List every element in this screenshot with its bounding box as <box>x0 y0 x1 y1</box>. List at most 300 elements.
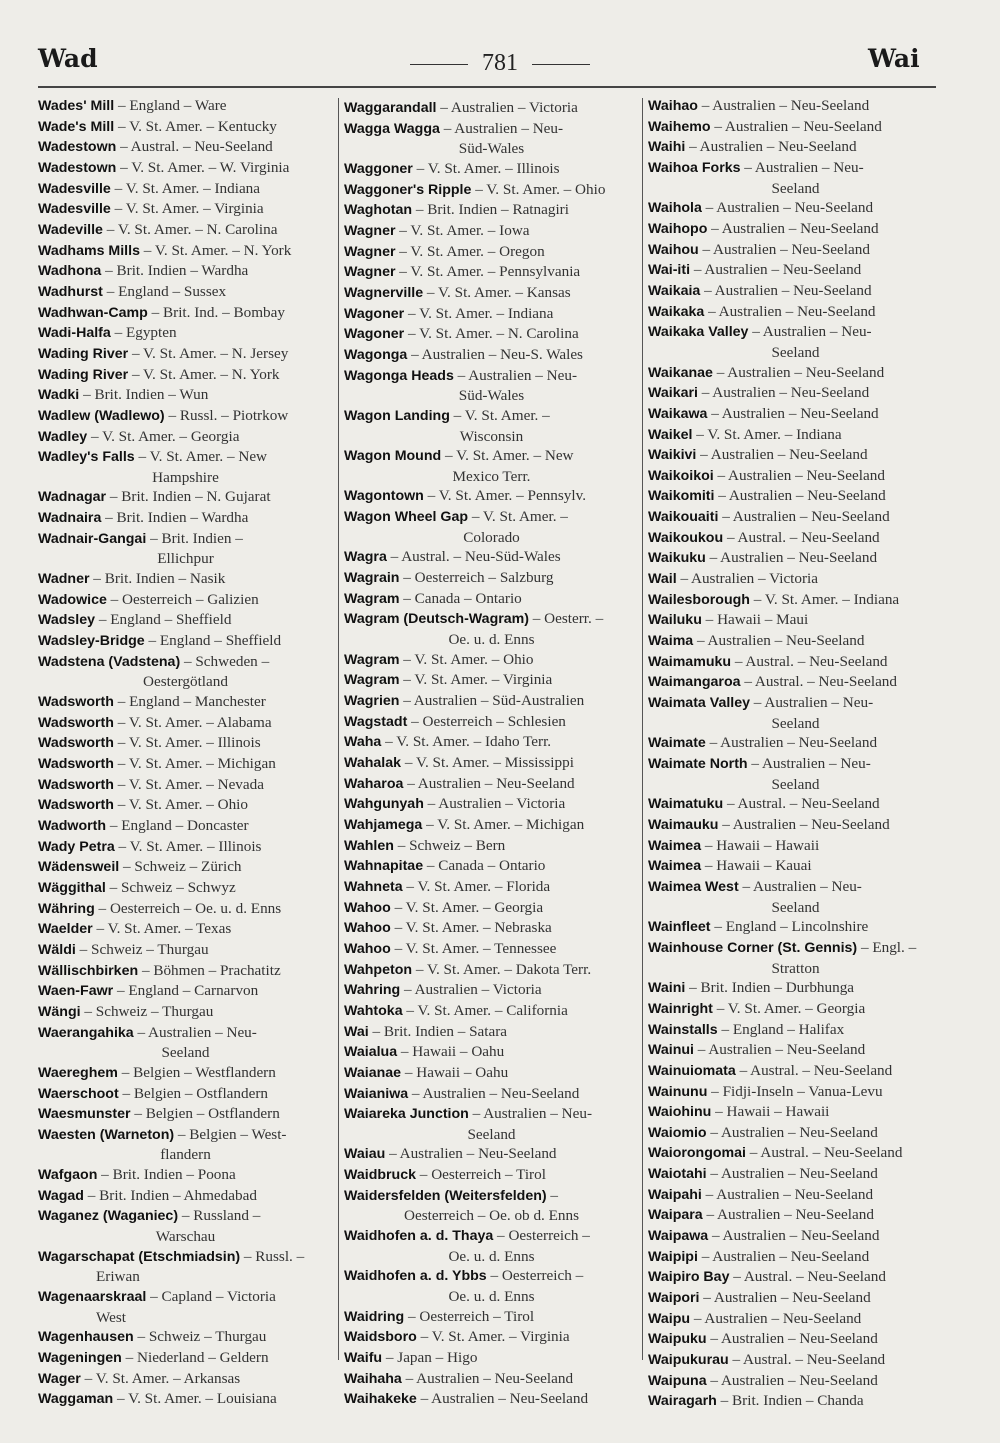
entry-location: – Brit. Indien – Wardha <box>101 509 249 527</box>
gazetteer-entry <box>344 324 639 345</box>
entry-location: – Oesterreich – Oe. u. d. Enns <box>94 899 282 917</box>
gazetteer-entry <box>648 1164 943 1185</box>
gazetteer-entry <box>648 856 943 877</box>
gazetteer-entry <box>38 733 333 754</box>
entry-headword: Wahalak <box>344 755 402 771</box>
entry-headword: Waesmunster <box>38 1106 131 1123</box>
entry-location: – Australien – Neu-Seeland <box>701 1185 874 1203</box>
gazetteer-entry <box>344 589 639 610</box>
gazetteer-entry <box>38 1165 333 1186</box>
gazetteer-entry <box>38 303 333 324</box>
entry-headword: Waihao <box>648 98 698 114</box>
entry-headword: Waipuku <box>648 1331 707 1348</box>
gazetteer-entry <box>344 670 639 691</box>
entry-headword: Waidring <box>344 1308 405 1325</box>
entry-location: – V. St. Amer. – Michigan <box>113 755 276 772</box>
gazetteer-entry <box>344 918 639 939</box>
gazetteer-entry <box>38 344 333 365</box>
entry-continuation: Eriwan <box>96 1268 140 1286</box>
gazetteer-entry <box>344 200 639 221</box>
entry-headword: Waipu <box>648 1310 691 1327</box>
entry-headword: Waggoner's Ripple <box>344 181 472 198</box>
entry-location: – Brit. Indien – Wun <box>79 386 209 404</box>
entry-headword: Wadesville <box>38 201 111 218</box>
entry-location: – England – Ware <box>114 97 227 114</box>
gazetteer-entry <box>648 631 943 652</box>
entry-location: – Russl. – <box>240 1247 305 1265</box>
entry-headword: Wadley's Falls <box>38 449 135 466</box>
header-rule-right <box>532 64 590 65</box>
entry-headword: Wahjamega <box>344 816 423 833</box>
entry-headword: Waimea <box>648 858 702 875</box>
gazetteer-entry <box>38 692 333 713</box>
entry-headword: Wainuiomata <box>648 1062 736 1079</box>
gazetteer-entry <box>38 713 333 734</box>
entry-location: – Austral. – Neu-Seeland <box>116 138 273 156</box>
gazetteer-entry <box>38 981 333 1002</box>
entry-location: – V. St. Amer. – Virginia <box>110 200 264 218</box>
gazetteer-entry <box>648 404 943 425</box>
gazetteer-entry <box>344 898 639 919</box>
entry-location: – Schweiz – Thurgau <box>133 1328 267 1346</box>
gazetteer-entry <box>648 240 943 261</box>
gazetteer-entry <box>648 978 943 999</box>
entry-headword: Wadley <box>38 428 88 445</box>
entry-headword: Wagarschapat (Etschmiadsin) <box>38 1248 241 1265</box>
entry-headword: Waihou <box>648 241 699 258</box>
entry-headword: Waiomio <box>648 1124 707 1141</box>
entry-headword: Waerangahika <box>38 1024 134 1041</box>
gazetteer-entry <box>648 425 943 446</box>
entry-continuation: flandern <box>160 1146 211 1164</box>
entry-location: – England – Sussex <box>102 282 227 300</box>
gazetteer-entry <box>344 180 639 201</box>
entry-location: – England – Sheffield <box>144 632 282 650</box>
entry-location: – V. St. Amer. – Alabama <box>113 713 272 731</box>
entry-continuation: Stratton <box>771 959 820 977</box>
gazetteer-entry <box>38 610 333 631</box>
entry-headword: Waiorongomai <box>648 1145 746 1162</box>
gazetteer-entry <box>38 961 333 982</box>
gazetteer-entry <box>648 117 943 138</box>
entry-headword: Wagner <box>344 243 396 260</box>
entry-location: – Schweden – <box>180 652 270 670</box>
entry-headword: Waiareka Junction <box>344 1106 469 1123</box>
entry-headword: Wahoo <box>344 899 391 916</box>
entry-headword: Waikoukou <box>648 529 724 546</box>
entry-headword: Waen-Fawr <box>38 983 114 1000</box>
entry-headword: Wageningen <box>38 1350 122 1367</box>
entry-location: – Schweiz – Thurgau <box>75 940 209 958</box>
entry-location: – Oesterreich – Schlesien <box>407 712 566 730</box>
gazetteer-entry <box>344 1327 639 1348</box>
entry-location: – Schweiz – Bern <box>393 836 506 854</box>
entry-headword: Wäldi <box>38 941 76 958</box>
gazetteer-entry <box>344 1389 639 1410</box>
entry-headword: Wainhouse Corner (St. Gennis) <box>648 939 858 956</box>
entry-continuation: Oe. u. d. Enns <box>448 1288 535 1306</box>
entry-continuation: Hampshire <box>152 468 219 486</box>
gazetteer-entry <box>344 507 639 547</box>
gazetteer-entry <box>38 1327 333 1348</box>
page-number: 781 <box>482 50 518 76</box>
entry-headword: Wagoner <box>344 326 405 343</box>
gazetteer-entry <box>648 999 943 1020</box>
gazetteer-entry <box>344 1084 639 1105</box>
gazetteer-entry <box>648 383 943 404</box>
gazetteer-entry <box>38 1206 333 1246</box>
entry-location: – Oesterreich – Salzburg <box>399 569 554 587</box>
entry-location: – Oesterreich – Tirol <box>404 1307 535 1325</box>
entry-location: – Russl. – Piotrkow <box>164 406 289 424</box>
gazetteer-entry <box>344 304 639 325</box>
entry-location: – V. St. Amer. – Illinois <box>412 159 560 177</box>
entry-headword: Wailuku <box>648 612 702 629</box>
entry-location: – Austral. – Neu-Seeland <box>740 673 897 691</box>
entry-location: – Australien – Neu-Seeland <box>403 774 575 792</box>
header-rule <box>38 86 936 88</box>
entry-headword: Wagner <box>344 264 396 281</box>
entry-headword: Waimangaroa <box>648 674 741 691</box>
entry-location: – Engl. – <box>857 938 917 956</box>
entry-headword: Wadowice <box>38 591 107 608</box>
gazetteer-entry <box>38 837 333 858</box>
entry-location: – Brit. Indien – N. Gujarat <box>106 488 271 506</box>
gazetteer-entry <box>38 1002 333 1023</box>
entry-continuation: Seeland <box>771 898 820 916</box>
entry-location: – V. St. Amer. – California <box>402 1001 568 1019</box>
gazetteer-entry <box>344 159 639 180</box>
gazetteer-entry <box>38 775 333 796</box>
entry-headword: Waimea West <box>648 878 739 895</box>
gazetteer-entry <box>648 507 943 528</box>
entry-headword: Wager <box>38 1370 81 1387</box>
entry-headword: Waerschoot <box>38 1085 119 1102</box>
entry-headword: Wade's Mill <box>38 118 115 135</box>
entry-location: – Oesterreich – Tirol <box>416 1166 546 1184</box>
entry-location: – Australien – Neu- <box>740 158 864 176</box>
entry-location: – Brit. Indien – Chanda <box>716 1392 864 1410</box>
entry-headword: Wainunu <box>648 1083 708 1100</box>
entry-continuation: Seeland <box>771 179 820 197</box>
gazetteer-entry <box>38 857 333 878</box>
entry-headword: Wai <box>344 1023 369 1040</box>
entry-location: – Schweiz – Schwyz <box>105 878 236 896</box>
entry-location: – V. St. Amer. – N. York <box>128 365 280 383</box>
entry-location: – England – Sheffield <box>95 611 232 629</box>
entry-location: – Austral. – Neu-Seeland <box>731 652 888 670</box>
entry-location: – Australien – Neu-Seeland <box>718 815 890 833</box>
gazetteer-entry <box>38 179 333 200</box>
entry-location: – V. St. Amer. – <box>449 406 550 424</box>
entry-location: – Austral. – Neu-Seeland <box>735 1061 893 1079</box>
entry-location: – V. St. Amer. – Louisiana <box>113 1390 277 1408</box>
entry-location: – Australien – Neu-Seeland <box>408 1084 580 1102</box>
entry-headword: Wades' Mill <box>38 98 115 114</box>
entry-headword: Waianae <box>344 1064 402 1081</box>
running-head-right: Wai <box>868 44 920 73</box>
gazetteer-entry <box>38 1063 333 1084</box>
entry-continuation: West <box>96 1308 126 1326</box>
entry-continuation: Süd-Wales <box>458 140 525 158</box>
entry-headword: Waganez (Waganiec) <box>38 1208 179 1225</box>
entry-location: – V. St. Amer. – Illinois <box>113 734 261 752</box>
entry-headword: Waimate North <box>648 756 748 772</box>
entry-headword: Waipipi <box>648 1248 698 1265</box>
entry-headword: Wadhwan-Camp <box>38 304 148 321</box>
entry-headword: Wainui <box>648 1042 694 1059</box>
gazetteer-entry <box>344 242 639 263</box>
gazetteer-entry <box>344 1144 639 1165</box>
gazetteer-entry <box>648 281 943 302</box>
entry-headword: Wagon Wheel Gap <box>344 509 469 526</box>
gazetteer-entry <box>38 282 333 303</box>
entry-location: – Hawaii – Maui <box>701 611 809 629</box>
entry-location: – V. St. Amer. – Virginia <box>416 1328 570 1346</box>
gazetteer-entry <box>648 1020 943 1041</box>
entry-location: – <box>546 1186 558 1204</box>
entry-location: – Australien – Neu- <box>738 877 862 895</box>
entry-headword: Waimata Valley <box>648 695 750 712</box>
entry-location: – V. St. Amer. – Florida <box>402 877 551 895</box>
entry-headword: Währing <box>38 900 95 917</box>
entry-headword: Waiau <box>344 1146 386 1163</box>
entry-location: – V. St. Amer. – Nebraska <box>390 919 552 937</box>
gazetteer-entry <box>38 631 333 652</box>
gazetteer-entry <box>38 1104 333 1125</box>
entry-location: – V. St. Amer. – Oregon <box>395 242 545 260</box>
gazetteer-entry <box>648 610 943 631</box>
entry-location: – Australien – Neu- <box>468 1105 593 1123</box>
gazetteer-entry <box>648 158 943 198</box>
gazetteer-entry <box>38 1023 333 1063</box>
entry-location: – Hawaii – Hawaii <box>711 1103 830 1121</box>
entry-location: – Brit. Ind. – Bombay <box>147 303 285 321</box>
entry-headword: Waialua <box>344 1044 398 1061</box>
entry-location: – V. St. Amer. – N. Jersey <box>128 344 289 362</box>
entry-headword: Waipori <box>648 1290 700 1307</box>
entry-location: – Australien – Neu-Seeland <box>704 302 876 320</box>
entry-location: – Australien – Neu-Seeland <box>693 632 865 650</box>
entry-location: – V. St. Amer. – Nevada <box>113 775 264 793</box>
gazetteer-entry <box>648 219 943 240</box>
entry-headword: Wady Petra <box>38 838 115 855</box>
entry-location: – Brit. Indien – Wardha <box>101 262 249 280</box>
entry-headword: Wadesville <box>38 180 111 197</box>
entry-location: – Australien – Neu-Seeland <box>707 404 879 422</box>
entry-location: – Brit. Indien – Nasik <box>89 570 226 588</box>
entry-headword: Wahgunyah <box>344 796 424 813</box>
entry-location: – England – Lincolnshire <box>710 918 869 936</box>
entry-location: – Böhmen – Prachatitz <box>138 961 281 979</box>
entry-location: – Australien – Neu- <box>453 366 578 384</box>
entry-headword: Waidsboro <box>344 1329 417 1346</box>
entry-location: – Australien – Neu- <box>748 323 872 341</box>
entry-headword: Waianiwa <box>344 1085 409 1102</box>
entry-location: – Brit. Indien – Satara <box>368 1022 508 1040</box>
header-rule-left <box>410 64 468 65</box>
gazetteer-entry <box>344 877 639 898</box>
gazetteer-entry <box>648 548 943 569</box>
entry-location: – Capland – Victoria <box>146 1288 276 1306</box>
entry-location: – Australien – Neu-Seeland <box>696 446 868 464</box>
gazetteer-entry <box>344 1369 639 1390</box>
entry-location: – England – Carnarvon <box>113 982 259 1000</box>
entry-location: – V. St. Amer. – New <box>134 448 268 466</box>
entry-headword: Waereghem <box>38 1064 118 1081</box>
running-head-left: Wad <box>38 44 98 73</box>
entry-location: – Australien – Neu-Seeland <box>693 1041 866 1059</box>
entry-headword: Waha <box>344 734 382 751</box>
entry-headword: Waimea <box>648 837 702 854</box>
gazetteer-entry <box>344 1063 639 1084</box>
gazetteer-entry <box>648 1350 943 1371</box>
gazetteer-entry <box>344 650 639 671</box>
gazetteer-entry <box>38 117 333 138</box>
entry-headword: Wagad <box>38 1187 84 1204</box>
entry-headword: Wading River <box>38 366 129 383</box>
gazetteer-entry <box>38 447 333 487</box>
gazetteer-entry <box>648 1143 943 1164</box>
entry-headword: Wadworth <box>38 817 107 834</box>
entry-headword: Waimamuku <box>648 653 732 670</box>
entry-headword: Wadsworth <box>38 735 114 752</box>
entry-location: – Australien – Neu- <box>439 119 564 137</box>
gazetteer-entry <box>344 1186 639 1226</box>
entry-location: – Australien – Neu-S. Wales <box>407 345 583 363</box>
gazetteer-entry <box>344 960 639 981</box>
entry-headword: Waidersfelden (Weitersfelden) <box>344 1187 547 1204</box>
entry-headword: Waipukurau <box>648 1352 729 1369</box>
gazetteer-entry <box>344 1348 639 1369</box>
entry-headword: Wailesborough <box>648 591 750 608</box>
gazetteer-entry <box>344 1266 639 1306</box>
entry-headword: Wadsworth <box>38 756 114 772</box>
gazetteer-entry <box>648 445 943 466</box>
entry-headword: Waihemo <box>648 118 711 135</box>
entry-location: – Oesterreich – Galizien <box>106 590 259 608</box>
gazetteer-entry <box>648 1267 943 1288</box>
entry-headword: Wagoner <box>344 305 405 322</box>
gazetteer-entry <box>648 1309 943 1330</box>
entry-location: – V. St. Amer. – Kentucky <box>114 117 277 135</box>
gazetteer-entry <box>344 1226 639 1266</box>
entry-continuation: Colorado <box>463 528 520 546</box>
entry-headword: Wainright <box>648 1000 713 1017</box>
gazetteer-entry <box>648 652 943 673</box>
entry-location: – Australien – Neu-Seeland <box>705 734 878 752</box>
entry-continuation: Oestergötland <box>143 673 228 691</box>
entry-headword: Wairagarh <box>648 1393 717 1410</box>
entry-headword: Wällischbirken <box>38 962 139 979</box>
entry-location: – V. St. Amer. – Kansas <box>423 283 571 301</box>
gazetteer-entry <box>344 1042 639 1063</box>
entry-location: – V. St. Amer. – Georgia <box>87 427 240 445</box>
gazetteer-entry <box>38 652 333 692</box>
gazetteer-entry <box>38 816 333 837</box>
gazetteer-entry <box>648 363 943 384</box>
entry-location: – Australien – Victoria <box>400 981 542 999</box>
entry-location: – Austral. – Neu-Seeland <box>723 795 880 813</box>
gazetteer-entry <box>344 939 639 960</box>
entry-headword: Wagenaarskraal <box>38 1289 147 1306</box>
entry-location: – Canada – Ontario <box>399 589 522 607</box>
entry-headword: Wadhurst <box>38 283 103 300</box>
entry-location: – Australien – Neu-Seeland <box>697 97 870 114</box>
gazetteer-entry <box>38 220 333 241</box>
entry-headword: Wagenhausen <box>38 1329 134 1346</box>
entry-location: – Australien – Süd-Australien <box>399 692 585 710</box>
entry-headword: Wadi-Halfa <box>38 325 111 342</box>
entry-location: – Australien – Neu-Seeland <box>401 1369 574 1387</box>
gazetteer-entry <box>648 569 943 590</box>
page-number-row <box>0 50 1000 77</box>
entry-headword: Wadhona <box>38 263 102 280</box>
gazetteer-entry <box>648 1391 943 1412</box>
entry-location: – Australien – Neu-Seeland <box>701 199 874 217</box>
entry-location: – V. St. Amer. – Pennsylvania <box>395 263 581 281</box>
entry-headword: Wai-iti <box>648 262 691 279</box>
entry-location: – Australien – Neu-Seeland <box>385 1145 557 1163</box>
entry-headword: Wagram <box>344 672 400 689</box>
entry-headword: Wadsley-Bridge <box>38 633 145 650</box>
entry-location: – Australien – Neu-Seeland <box>706 1165 878 1183</box>
entry-headword: Wainstalls <box>648 1021 718 1038</box>
entry-headword: Wagner <box>344 222 396 239</box>
entry-location: – V. St. Amer. – Idaho Terr. <box>381 733 552 751</box>
entry-location: – Australien – Neu-Seeland <box>690 1309 862 1327</box>
entry-location: – Russland – <box>178 1207 261 1225</box>
entry-location: – Fidji-Inseln – Vanua-Levu <box>707 1082 883 1100</box>
entry-headword: Wadlew (Wadlewo) <box>38 407 165 424</box>
entry-headword: Waipara <box>648 1207 703 1224</box>
entry-headword: Wading River <box>38 345 129 362</box>
entry-headword: Waikaka Valley <box>648 324 749 341</box>
gazetteer-entry <box>648 1329 943 1350</box>
entry-headword: Waihaha <box>344 1370 402 1387</box>
entry-headword: Waima <box>648 633 694 650</box>
gazetteer-entry <box>38 1125 333 1165</box>
entry-continuation: Süd-Wales <box>458 387 525 405</box>
entry-location: – Hawaii – Kauai <box>701 857 812 875</box>
gazetteer-entry <box>38 158 333 179</box>
gazetteer-entry <box>38 590 333 611</box>
entry-location: – V. St. Amer. – Michigan <box>422 815 585 833</box>
entry-headword: Waifu <box>344 1350 383 1367</box>
entry-location: – V. St. Amer. – Virginia <box>399 671 553 689</box>
entry-location: – Australien – Neu-Seeland <box>710 117 882 135</box>
gazetteer-entry <box>38 899 333 920</box>
entry-headword: Waikaka <box>648 303 705 320</box>
gazetteer-entry <box>344 446 639 486</box>
entry-location: – Australien – Neu-Seeland <box>690 261 862 279</box>
entry-location: – Hawaii – Oahu <box>401 1063 509 1081</box>
entry-headword: Waihola <box>648 200 702 217</box>
gazetteer-entry <box>38 919 333 940</box>
entry-continuation: Oe. u. d. Enns <box>448 1247 535 1265</box>
entry-headword: Wahpeton <box>344 961 413 978</box>
entry-headword: Waimate <box>648 735 706 752</box>
entry-location: – Oesterreich – <box>493 1227 590 1245</box>
entry-location: – Brit. Indien – <box>146 529 243 547</box>
gazetteer-entry <box>648 1226 943 1247</box>
entry-headword: Wadeville <box>38 221 103 238</box>
entry-location: – Egypten <box>110 324 177 342</box>
entry-location: – Austral. – Neu-Seeland <box>723 528 880 546</box>
gazetteer-entry <box>344 283 639 304</box>
entry-headword: Waihoa Forks <box>648 159 741 176</box>
gazetteer-entry <box>648 693 943 733</box>
